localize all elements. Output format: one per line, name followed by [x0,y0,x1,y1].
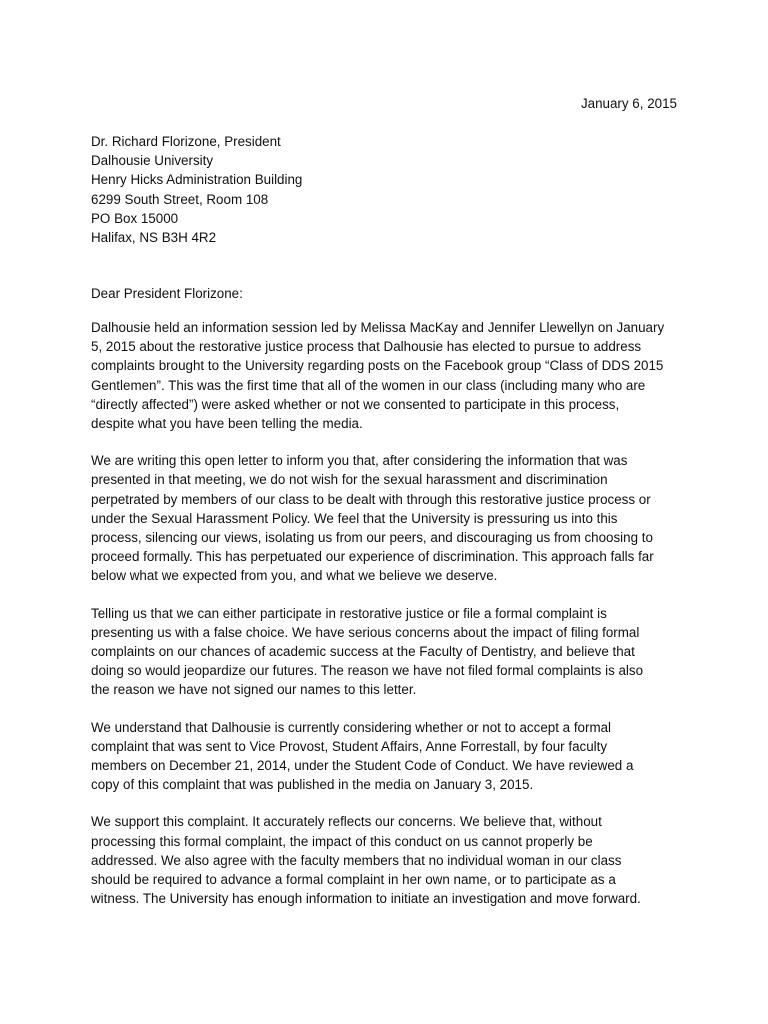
recipient-name: Dr. Richard Florizone, President [91,134,281,149]
paragraph-line: processing this formal complaint, the impact of this conduct on us cannot properly be [91,833,593,849]
paragraph-line: despite what you have been telling the media. [91,416,363,432]
paragraph-line: We are writing this open letter to inform you that, after considering the information that was [91,453,628,469]
paragraph-4 [91,718,687,795]
paragraph-line: complaints on our chances of academic success at the Faculty of Dentistry, and believe that [91,644,635,660]
paragraph-line: witness. The University has enough information to initiate an investigation and move forward. [91,891,641,907]
paragraph-line: Gentlemen”. This was the first time that all of the women in our class (including many who are [91,377,646,393]
paragraph-line: process, silencing our views, isolating us from our peers, and discouraging us from choosing to [91,530,653,546]
paragraph-line: proceed formally. This has perpetuated our experience of discrimination. This approach falls far [91,549,654,565]
paragraph-line: under the Sexual Harassment Policy. We feel that the University is pressuring us into this [91,510,618,526]
paragraph-line: presenting us with a false choice. We have serious concerns about the impact of filing formal [91,624,640,640]
paragraph-5 [91,812,687,908]
paragraph-line: the reason we have not signed our names to this letter. [91,682,417,698]
paragraph-line: Telling us that we can either participate in restorative justice or file a formal complaint is [91,605,607,621]
paragraph-line: below what we expected from you, and what we believe we deserve. [91,568,498,584]
recipient-address [91,132,611,247]
paragraph-line: Dalhousie held an information session led by Melissa MacKay and Jennifer Llewellyn on January [91,320,665,335]
recipient-po-box: PO Box 15000 [91,210,179,226]
paragraph-line: perpetrated by members of our class to be dealt with through this restorative justice process or [91,491,651,507]
paragraph-line: “directly affected”) were asked whether or not we consented to participate in this process, [91,396,620,412]
paragraph-line: We understand that Dalhousie is currently considering whether or not to accept a formal [91,719,612,735]
paragraph-1 [91,318,687,433]
paragraph-line: complaints brought to the University regarding posts on the Facebook group “Class of DDS 2015 [91,358,664,374]
recipient-building: Henry Hicks Administration Building [91,172,303,188]
recipient-city: Halifax, NS B3H 4R2 [91,230,217,246]
paragraph-line: 5, 2015 about the restorative justice process that Dalhousie has elected to pursue to address [91,339,642,355]
paragraph-line: presented in that meeting, we do not wish for the sexual harassment and discrimination [91,472,608,488]
paragraph-line: should be required to advance a formal complaint in her own name, or to participate as a [91,872,616,888]
recipient-street: 6299 South Street, Room 108 [91,191,269,207]
paragraph-line: complaint that was sent to Vice Provost, Student Affairs, Anne Forrestall, by four faculty [91,738,608,754]
paragraph-line: We support this complaint. It accurately reflects our concerns. We believe that, without [91,814,602,830]
recipient-institution: Dalhousie University [91,153,214,169]
paragraph-line: members on December 21, 2014, under the Student Code of Conduct. We have reviewed a [91,758,634,774]
paragraph-line: addressed. We also agree with the faculty members that no individual woman in our class [91,852,622,868]
letter-body [91,318,687,926]
paragraph-line: copy of this complaint that was published in the media on January 3, 2015. [91,777,534,793]
paragraph-2 [91,451,687,585]
letter-date: January 6, 2015 [580,96,677,111]
paragraph-3 [91,604,687,700]
salutation: Dear President Florizone: [91,286,243,301]
paragraph-line: doing so would jeopardize our futures. The reason we have not filed formal complaints is also [91,663,644,679]
